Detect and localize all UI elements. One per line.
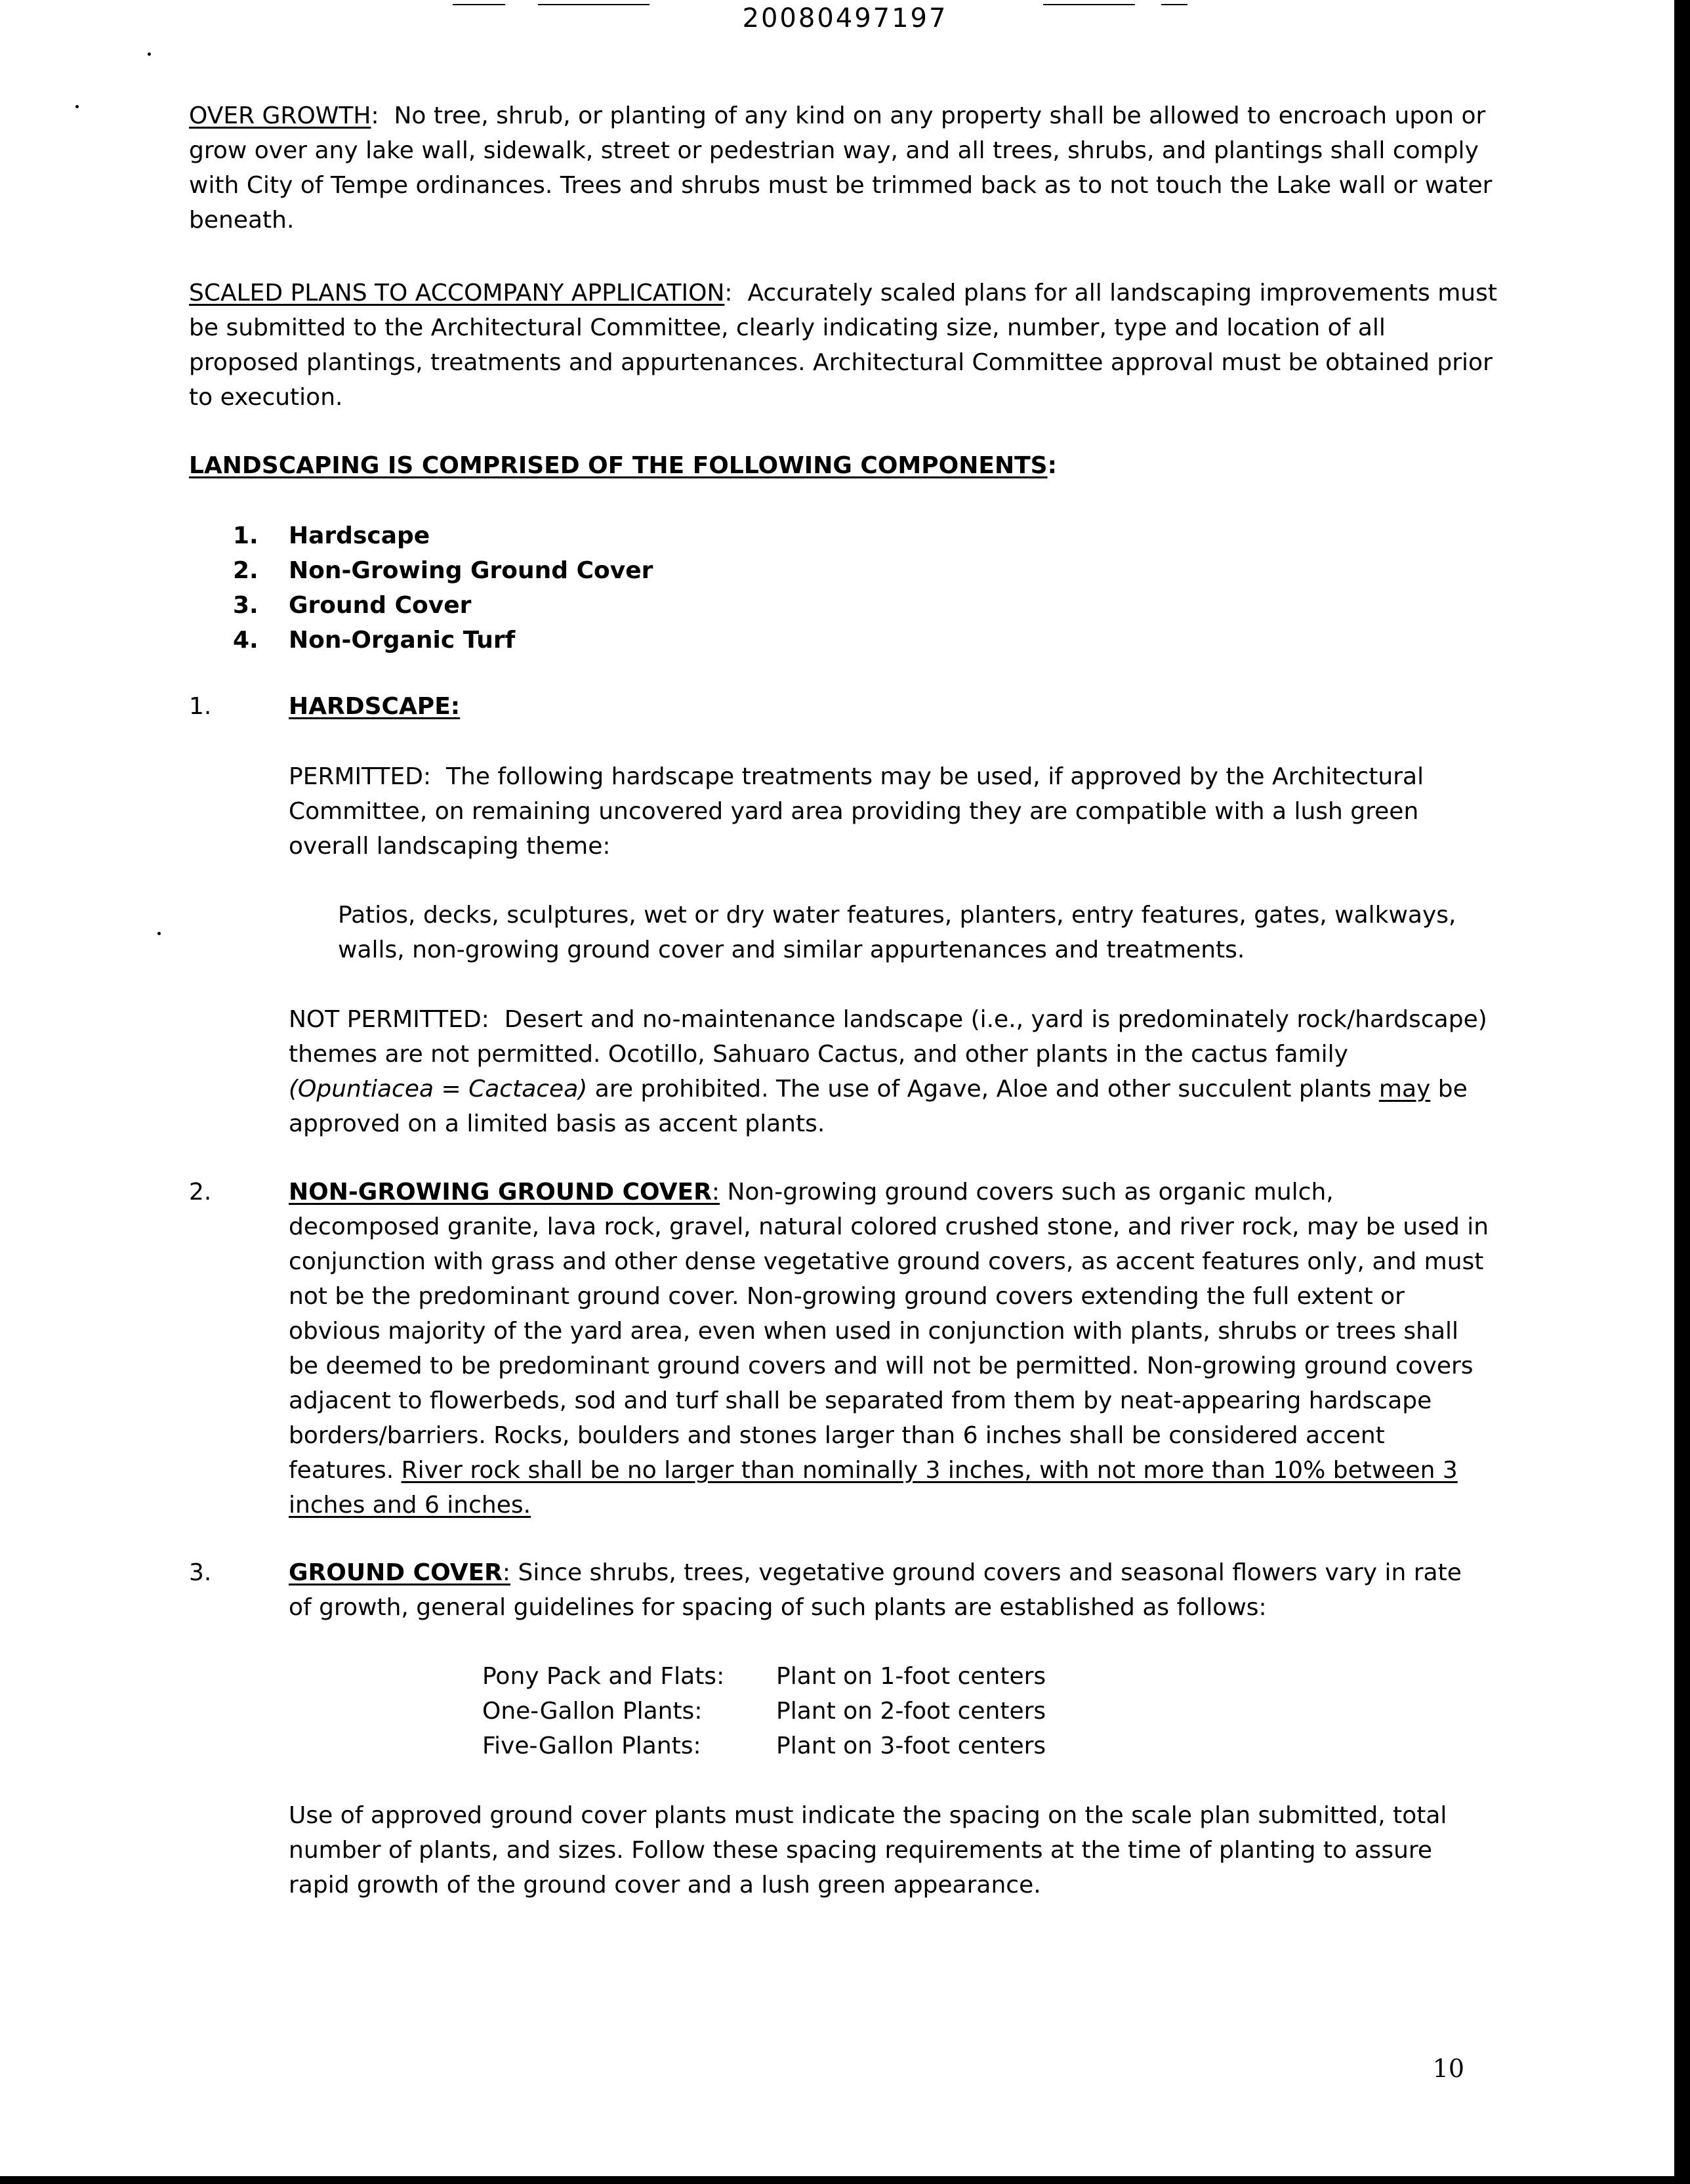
section-number: 3. (189, 1559, 212, 1586)
scan-speck (157, 932, 161, 935)
non-growing-heading: NON-GROWING GROUND COVER (289, 1179, 712, 1206)
components-heading: LANDSCAPING IS COMPRISED OF THE FOLLOWING COMPONENTS (189, 452, 1048, 479)
ground-cover-paragraph (289, 1555, 1489, 1625)
components-heading-line (189, 448, 1501, 483)
non-growing-text: Non-growing ground covers such as organic mulch, decomposed granite, lava rock, gravel, natural colored crushed stone, and river rock, may be used in conjunction with grass and other dense vegetative ground covers, as accent features only, and must not be the predominant ground cover. Non-growing ground covers extending the full extent or obvious majority of the yard area, even when used in conjunction with plants, shrubs or trees shall be deemed to be predominant ground covers and will not be permitted. Non-growing ground covers adjacent to flowerbeds, sod and turf shall be separated from them by neat-appearing hardscape borders/barriers. Rocks, boulders and stones larger than 6 inches shall be considered accent features. (289, 1179, 1489, 1484)
list-item-number: 3. (233, 592, 258, 619)
spacing-size: Five-Gallon Plants: (482, 1732, 701, 1759)
list-item-label: Non-Growing Ground Cover (289, 557, 653, 584)
ground-cover-closing: Use of approved ground cover plants must indicate the spacing on the scale plan submitted, total number of plants, and sizes. Follow these spacing requirements at the time of planting to assure rapid growth of the ground cover and a lush green appearance. (289, 1802, 1447, 1899)
permitted-text: The following hardscape treatments may be used, if approved by the Architectural Committee, on remaining uncovered yard area providing they are compatible with a lush green overall landscaping theme: (289, 763, 1424, 860)
spacing-rule: Plant on 1-foot centers (776, 1663, 1046, 1690)
components-heading-colon: : (1047, 452, 1057, 479)
river-rock-rule: River rock shall be no larger than nominally 3 inches, with not more than 10% between 3 inches and 6 inches. (289, 1457, 1458, 1519)
list-item (233, 518, 430, 553)
may-emphasis: may (1378, 1076, 1431, 1102)
not-permitted-text: be approved on a limited basis as accent plants. (289, 1076, 1468, 1137)
list-item-number: 2. (233, 557, 258, 584)
scan-speck (148, 52, 151, 56)
non-growing-paragraph (289, 1175, 1489, 1522)
scan-speck (75, 105, 79, 108)
over-growth-text: No tree, shrub, or planting of any kind on any property shall be allowed to encroach upon or grow over any lake wall, sidewalk, street or pedestrian way, and all trees, shrubs, and plantings shall comply with City of Tempe ordinances. Trees and shrubs must be trimmed back as to not touch the Lake wall or water beneath. (189, 102, 1493, 234)
not-permitted-text: are prohibited. The use of Agave, Aloe and other succulent plants (587, 1076, 1379, 1102)
spacing-size: One-Gallon Plants: (482, 1698, 703, 1725)
ground-cover-heading: GROUND COVER (289, 1559, 503, 1586)
ground-cover-text: Since shrubs, trees, vegetative ground covers and seasonal flowers vary in rate of growth, general guidelines for spacing of such plants are established as follows: (289, 1559, 1462, 1621)
ground-cover-colon: : (502, 1559, 511, 1586)
scan-border-right (1674, 0, 1690, 2184)
hardscape-permitted-paragraph (289, 759, 1489, 864)
cactus-family-name: (Opuntiacea = Cactacea) (289, 1076, 588, 1102)
hardscape-examples: Patios, decks, sculptures, wet or dry water features, planters, entry features, gates, walkways, walls, non-growing ground cover and similar appurtenances and treatments. (338, 902, 1456, 963)
spacing-rule: Plant on 2-foot centers (776, 1698, 1046, 1725)
non-growing-colon: : (711, 1179, 720, 1206)
over-growth-paragraph: OVER GROWTH: No tree, shrub, or planting of any kind on any property shall be allowed to encroach upon or grow over any lake wall, sidewalk, street or pedestrian way, and all trees, shrubs, and plantings shall comply with City of Tempe ordinances. Trees and shrubs must be trimmed back as to not touch the Lake wall or water beneath. (189, 102, 1493, 234)
list-item (233, 623, 515, 658)
list-item-number: 4. (233, 627, 258, 654)
section-number: 2. (189, 1179, 212, 1206)
section-number: 1. (189, 693, 212, 720)
hardscape-heading: HARDSCAPE: (289, 693, 461, 720)
not-permitted-label: NOT PERMITTED: (289, 1006, 489, 1033)
list-item (233, 588, 471, 623)
scan-border-bottom (0, 2176, 1690, 2184)
list-item-label: Hardscape (289, 522, 430, 549)
list-item-label: Non-Organic Turf (289, 627, 516, 654)
spacing-rule: Plant on 3-foot centers (776, 1732, 1046, 1759)
scaled-plans-heading: SCALED PLANS TO ACCOMPANY APPLICATION (189, 280, 725, 306)
page-number: 10 (1432, 2054, 1464, 2083)
scaled-plans-text: Accurately scaled plans for all landscaping improvements must be submitted to the Architectural Committee, clearly indicating size, number, type and location of all proposed plantings, treatments and appurtenances. Architectural Committee approval must be obtained prior to execution. (189, 280, 1497, 411)
over-growth-heading: OVER GROWTH (189, 102, 371, 129)
list-item (233, 553, 653, 588)
not-permitted-text: Desert and no-maintenance landscape (i.e., yard is predominately rock/hardscape) themes are not permitted. Ocotillo, Sahuaro Cactus, and other plants in the cactus family (289, 1006, 1487, 1068)
list-item-number: 1. (233, 522, 258, 549)
permitted-label: PERMITTED: (289, 763, 432, 790)
hardscape-not-permitted-paragraph (289, 1002, 1489, 1141)
list-item-label: Ground Cover (289, 592, 472, 619)
scaled-plans-paragraph: SCALED PLANS TO ACCOMPANY APPLICATION: Accurately scaled plans for all landscaping improvements must be submitted to the Architectural Committee, clearly indicating size, number, type and location of all proposed plantings, treatments and appurtenances. Architectural Committee approval must be obtained prior to execution. (189, 280, 1497, 411)
spacing-size: Pony Pack and Flats: (482, 1663, 725, 1690)
document-number: 20080497197 (742, 3, 948, 33)
